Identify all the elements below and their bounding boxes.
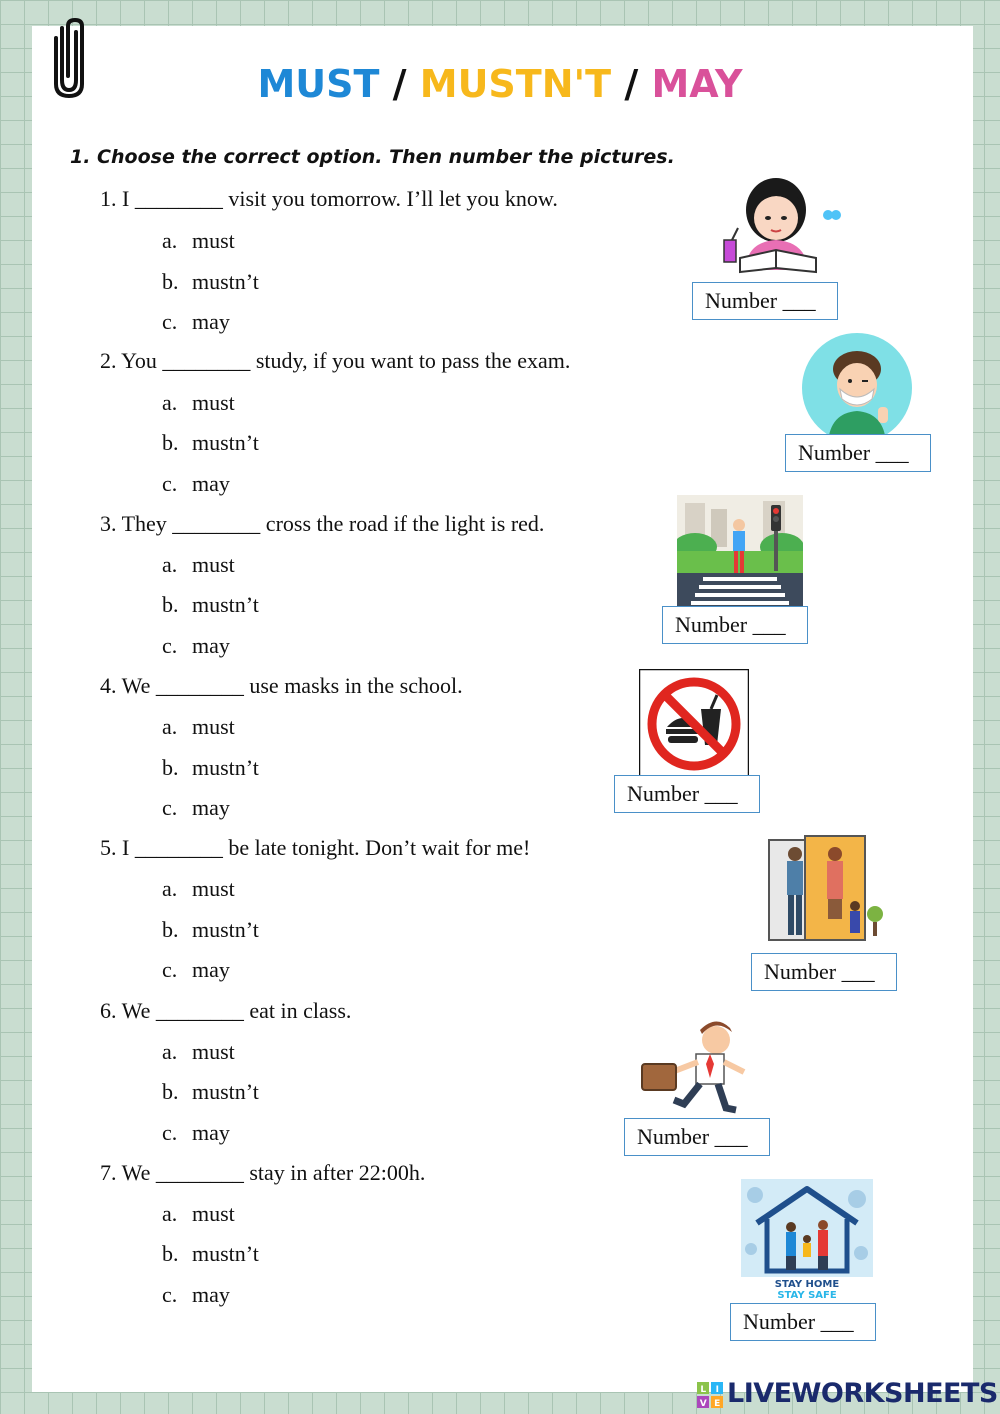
option-5b[interactable] (162, 917, 259, 943)
option-6c[interactable] (162, 1120, 230, 1146)
option-letter: a. (162, 552, 178, 577)
house-family-icon (741, 1179, 873, 1277)
option-3c[interactable] (162, 633, 230, 659)
option-7c[interactable] (162, 1282, 230, 1308)
option-letter: c. (162, 471, 178, 496)
option-2b[interactable] (162, 430, 259, 456)
crosswalk-picture (677, 495, 803, 609)
option-text: mustn’t (192, 592, 259, 617)
option-letter: a. (162, 1039, 178, 1064)
option-letter: a. (162, 876, 178, 901)
option-7a[interactable] (162, 1201, 235, 1227)
instruction-heading: 1. Choose the correct option. Then number the pictures. (70, 146, 675, 168)
option-6a[interactable] (162, 1039, 235, 1065)
number-box-2[interactable]: Number ___ (785, 434, 931, 472)
option-text: must (192, 228, 235, 253)
option-letter: b. (162, 755, 179, 780)
question-3: 3. They ________ cross the road if the light is red. (100, 511, 545, 536)
option-text: may (192, 471, 230, 496)
option-7b[interactable] (162, 1241, 259, 1267)
option-1c[interactable] (162, 309, 230, 335)
svg-text:L: L (700, 1384, 706, 1395)
option-text: mustn’t (192, 917, 259, 942)
no-food-sign-picture (639, 669, 749, 779)
running-man-picture (638, 1020, 750, 1116)
option-text: may (192, 1282, 230, 1307)
option-4b[interactable] (162, 755, 259, 781)
option-text: mustn’t (192, 1241, 259, 1266)
option-3a[interactable] (162, 552, 235, 578)
option-text: must (192, 1039, 235, 1064)
number-box-7[interactable]: Number ___ (730, 1303, 876, 1341)
stay-home-poster-picture (741, 1179, 873, 1301)
number-box-3[interactable]: Number ___ (662, 606, 808, 644)
option-letter: c. (162, 633, 178, 658)
option-3b[interactable] (162, 592, 259, 618)
option-letter: b. (162, 1241, 179, 1266)
question-6: 6. We ________ eat in class. (100, 998, 352, 1023)
option-letter: b. (162, 917, 179, 942)
title-slash: / (624, 62, 639, 106)
option-text: must (192, 552, 235, 577)
option-text: mustn’t (192, 1079, 259, 1104)
liveworksheets-logo-icon (697, 1382, 723, 1408)
option-letter: c. (162, 1282, 178, 1307)
option-5a[interactable] (162, 876, 235, 902)
option-letter: b. (162, 269, 179, 294)
question-4: 4. We ________ use masks in the school. (100, 673, 463, 698)
option-letter: b. (162, 430, 179, 455)
question-7: 7. We ________ stay in after 22:00h. (100, 1160, 426, 1185)
title-must: MUST (257, 62, 380, 106)
option-letter: a. (162, 714, 178, 739)
stay-home-caption (741, 1279, 873, 1301)
option-text: must (192, 714, 235, 739)
option-2a[interactable] (162, 390, 235, 416)
girl-studying-picture (716, 170, 848, 278)
stay-home-line2: STAY SAFE (777, 1290, 837, 1301)
option-text: must (192, 390, 235, 415)
option-letter: a. (162, 390, 178, 415)
option-letter: c. (162, 1120, 178, 1145)
option-6b[interactable] (162, 1079, 259, 1105)
number-box-6[interactable]: Number ___ (624, 1118, 770, 1156)
svg-text:V: V (699, 1398, 707, 1408)
option-text: mustn’t (192, 430, 259, 455)
option-text: may (192, 1120, 230, 1145)
option-text: may (192, 633, 230, 658)
question-1: 1. I ________ visit you tomorrow. I’ll let you know. (100, 186, 558, 211)
number-box-5[interactable]: Number ___ (751, 953, 897, 991)
option-text: may (192, 309, 230, 334)
option-letter: a. (162, 1201, 178, 1226)
title-may: MAY (651, 62, 743, 106)
svg-text:I: I (715, 1384, 719, 1395)
number-box-1[interactable]: Number ___ (692, 282, 838, 320)
option-text: mustn’t (192, 755, 259, 780)
stay-home-line1: STAY HOME (774, 1279, 840, 1290)
title-slash: / (392, 62, 407, 106)
family-at-door-picture (765, 834, 887, 950)
option-letter: b. (162, 592, 179, 617)
liveworksheets-footer (697, 1378, 998, 1412)
title-mustnt: MUSTN'T (419, 62, 612, 106)
option-5c[interactable] (162, 957, 230, 983)
option-text: must (192, 1201, 235, 1226)
option-letter: c. (162, 795, 178, 820)
question-5: 5. I ________ be late tonight. Don’t wait for me! (100, 835, 531, 860)
option-text: mustn’t (192, 269, 259, 294)
page-title (0, 62, 1000, 106)
number-box-4[interactable]: Number ___ (614, 775, 760, 813)
option-text: may (192, 795, 230, 820)
option-4a[interactable] (162, 714, 235, 740)
option-1a[interactable] (162, 228, 235, 254)
option-4c[interactable] (162, 795, 230, 821)
option-letter: a. (162, 228, 178, 253)
option-2c[interactable] (162, 471, 230, 497)
svg-text:E: E (714, 1398, 720, 1408)
option-text: may (192, 957, 230, 982)
option-letter: c. (162, 309, 178, 334)
boy-with-mask-picture (802, 333, 912, 443)
question-2: 2. You ________ study, if you want to pass the exam. (100, 348, 571, 373)
footer-brand-text: LIVEWORKSHEETS (727, 1378, 998, 1409)
option-letter: c. (162, 957, 178, 982)
option-text: must (192, 876, 235, 901)
option-letter: b. (162, 1079, 179, 1104)
option-1b[interactable] (162, 269, 259, 295)
